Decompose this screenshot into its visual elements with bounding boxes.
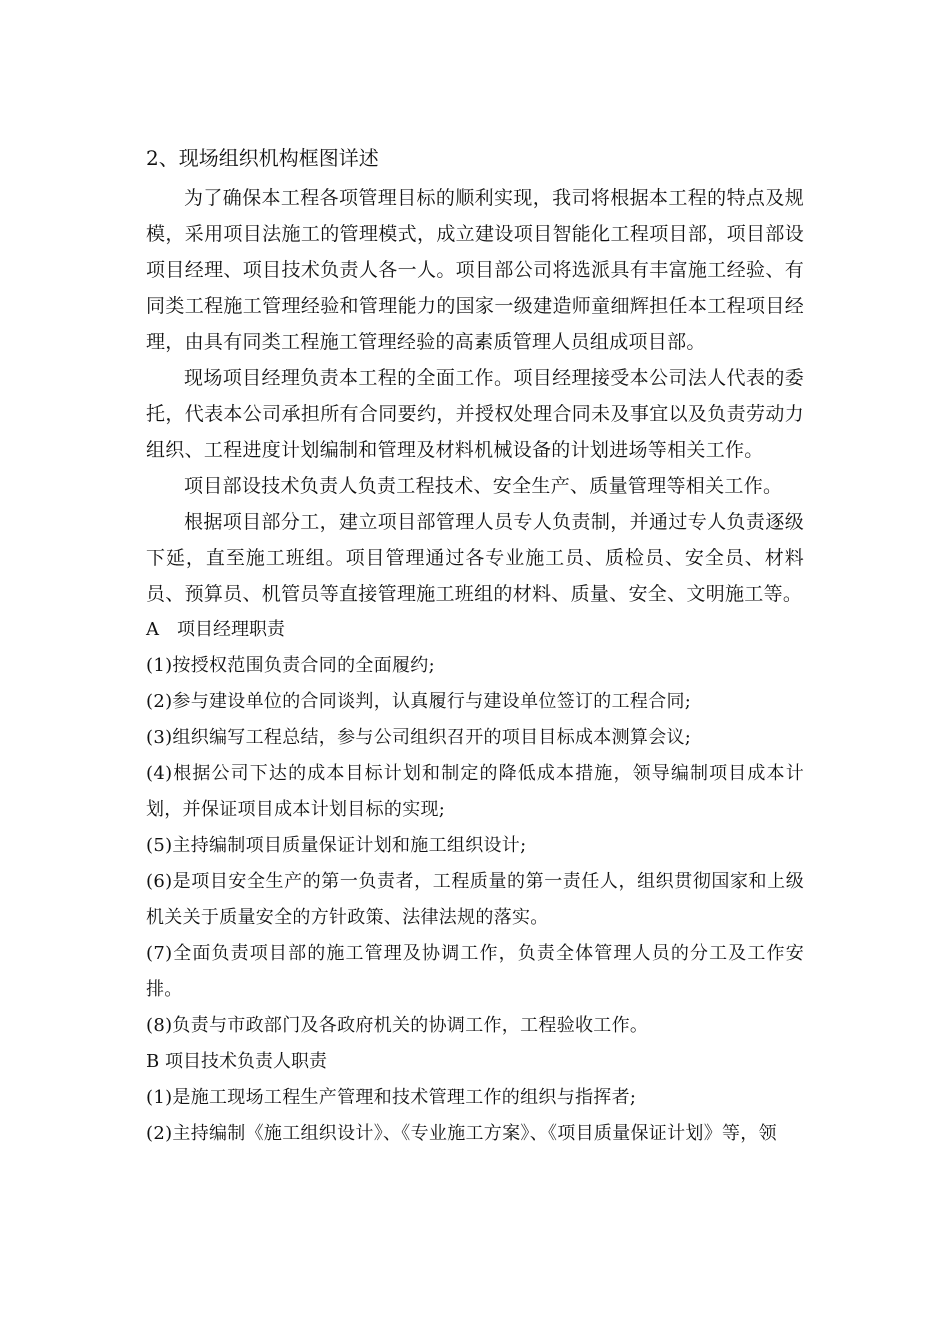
paragraph-intro: 为了确保本工程各项管理目标的顺利实现，我司将根据本工程的特点及规模，采用项目法施工的管理模式，成立建设项目智能化工程项目部，项目部设项目经理、项目技术负责人各一人。项目部公司将选派具有丰富施工经验、有同类工程施工管理经验和管理能力的国家一级建造师童细辉担任本工程项目经理，由具有同类工程施工管理经验的高素质管理人员组成项目部。 [146,187,804,353]
section-heading: 2、现场组织机构框图详述 [146,146,379,170]
section-a-label: A 项目经理职责 [146,619,285,640]
paragraph-technical-lead: 项目部设技术负责人负责工程技术、安全生产、质量管理等相关工作。 [184,475,783,497]
section-a-item: (5)主持编制项目质量保证计划和施工组织设计; [146,835,527,856]
section-b-label: B 项目技术负责人职责 [146,1051,327,1072]
section-b-item: (2)主持编制《施工组织设计》、《专业施工方案》、《项目质量保证计划》等，领 [146,1123,777,1144]
paragraph-responsibility-system: 根据项目部分工，建立项目部管理人员专人负责制，并通过专人负责逐级下延，直至施工班组。项目管理通过各专业施工员、质检员、安全员、材料员、预算员、机管员等直接管理施工班组的材料、质量、安全、文明施工等。 [146,511,804,605]
section-a-item: (6)是项目安全生产的第一负责者，工程质量的第一责任人，组织贯彻国家和上级机关关于质量安全的方针政策、法律法规的落实。 [146,871,804,928]
document-page [146,140,804,1152]
section-a-item: (1)按授权范围负责合同的全面履约; [146,655,435,676]
section-a-item: (3)组织编写工程总结，参与公司组织召开的项目目标成本测算会议; [146,727,692,748]
section-a-item: (7)全面负责项目部的施工管理及协调工作，负责全体管理人员的分工及工作安排。 [146,943,804,1000]
section-a-item: (4)根据公司下达的成本目标计划和制定的降低成本措施，领导编制项目成本计划，并保证项目成本计划目标的实现; [146,763,804,820]
paragraph-project-manager: 现场项目经理负责本工程的全面工作。项目经理接受本公司法人代表的委托，代表本公司承担所有合同要约，并授权处理合同未及事宜以及负责劳动力组织、工程进度计划编制和管理及材料机械设备的计划进场等相关工作。 [146,367,804,461]
section-b-item: (1)是施工现场工程生产管理和技术管理工作的组织与指挥者; [146,1087,637,1108]
section-a-item: (8)负责与市政部门及各政府机关的协调工作，工程验收工作。 [146,1015,649,1036]
section-a-item: (2)参与建设单位的合同谈判，认真履行与建设单位签订的工程合同; [146,691,692,712]
